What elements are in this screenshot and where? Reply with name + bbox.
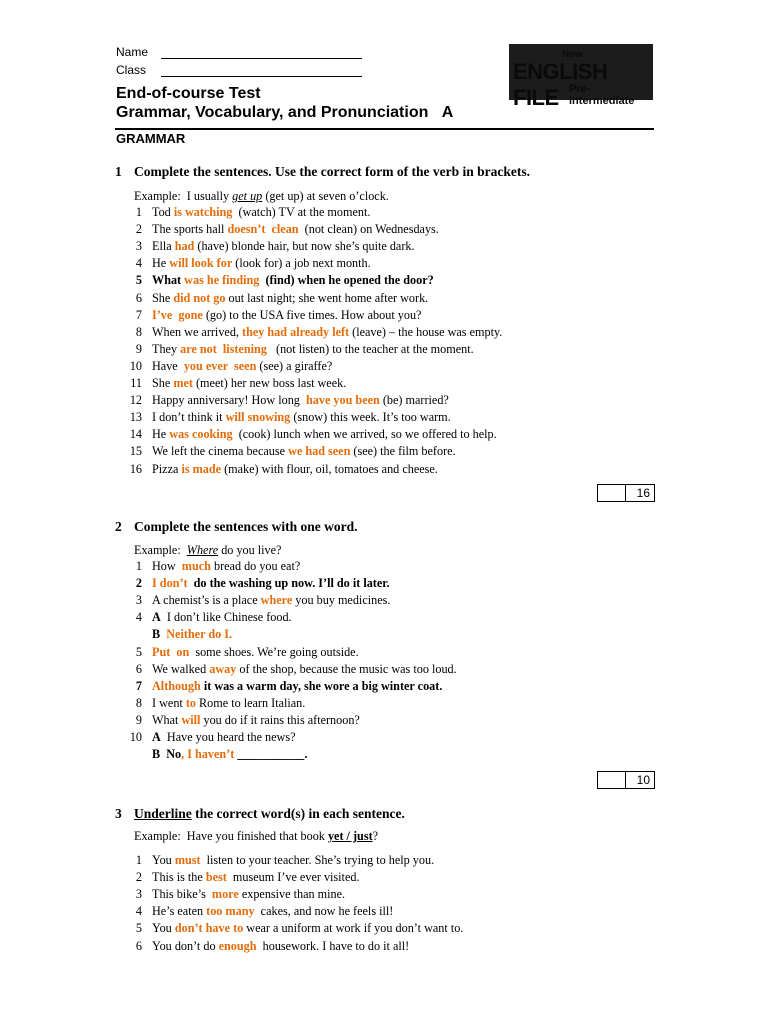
q2-score-box <box>597 771 655 789</box>
sentence-text: do the washing up now. I’ll do it later. <box>187 576 390 591</box>
answer-text: met <box>173 376 193 390</box>
q1-score-total: 16 <box>636 486 650 500</box>
answer-text: we had seen <box>288 444 351 459</box>
sentence-text: you buy medicines. <box>292 593 391 608</box>
sentence-text: The sports hall <box>152 222 228 237</box>
sentence-text: Happy anniversary! How long <box>152 393 306 408</box>
sentence-text: He <box>152 427 170 442</box>
item-number: 3 <box>135 593 142 608</box>
item-number: 8 <box>135 324 142 339</box>
item-sentence <box>152 359 332 374</box>
sentence-text: (meet) her new boss last week. <box>192 376 347 390</box>
sentence-text: wear a uniform at work if you don’t want to. <box>243 921 464 936</box>
item-number: 16 <box>129 461 142 476</box>
answer-text: did not go <box>173 290 226 305</box>
sentence-text: (see) the film before. <box>350 444 456 459</box>
q2-instruction: Complete the sentences with one word. <box>134 519 358 534</box>
item-number: 3 <box>135 239 142 254</box>
example-prefix: Example: <box>134 829 181 843</box>
english-file-logo <box>509 44 653 110</box>
answer-text: don’t have to <box>174 921 244 936</box>
item-sentence <box>152 747 307 762</box>
item-sentence <box>152 713 360 728</box>
item-number: 7 <box>135 678 142 693</box>
subtitle-text: Grammar, Vocabulary, and Pronunciation <box>116 104 429 121</box>
answer-text: is made <box>181 461 222 476</box>
item-sentence <box>152 222 439 237</box>
item-number: 10 <box>129 730 142 744</box>
item-number: 5 <box>135 644 142 659</box>
answer-text: Put on <box>152 644 190 659</box>
sentence-text: you do if it rains this afternoon? <box>200 712 360 727</box>
item-sentence <box>152 308 421 323</box>
sentence-text: She <box>152 376 174 390</box>
sentence-text: You <box>152 853 175 867</box>
test-subtitle <box>116 104 453 122</box>
item-sentence <box>152 593 390 608</box>
example-text: ? <box>372 829 379 843</box>
item-number: 5 <box>135 273 142 288</box>
answer-text: I don’t <box>152 576 188 591</box>
example-prefix: Example: <box>134 189 181 203</box>
answer-text: , I haven’t <box>181 747 235 762</box>
item-sentence <box>152 205 370 220</box>
item-sentence <box>152 610 292 625</box>
item-sentence <box>152 904 393 919</box>
item-sentence <box>152 462 438 477</box>
q2-number: 2 <box>115 519 122 534</box>
answer-text: have you been <box>306 393 380 408</box>
item-sentence <box>152 921 463 936</box>
sentence-text: Tod <box>152 205 174 219</box>
item-number: 1 <box>135 205 142 219</box>
test-title: End-of-course Test <box>116 85 261 102</box>
item-number: 3 <box>135 887 142 902</box>
title-rule <box>115 128 654 130</box>
item-number: 2 <box>135 870 142 885</box>
item-number: 1 <box>135 559 142 573</box>
item-sentence <box>152 325 502 340</box>
sentence-text: (make) with flour, oil, tomatoes and cheese. <box>221 461 438 476</box>
item-sentence <box>152 376 346 391</box>
sentence-text: (leave) – the house was empty. <box>349 324 503 339</box>
score-divider <box>625 485 626 501</box>
item-number: 4 <box>135 256 142 271</box>
q3-instruction-underline: Underline <box>134 806 192 821</box>
item-sentence <box>152 662 457 677</box>
sentence-text: When we arrived, <box>152 324 243 339</box>
sentence-text: listen to your teacher. She’s trying to help you. <box>200 853 435 867</box>
item-number: 13 <box>129 410 142 425</box>
example-prefix: Example: <box>134 543 181 557</box>
sentence-text: (have) blonde hair, but now she’s quite dark. <box>194 239 415 254</box>
q1-instruction: Complete the sentences. Use the correct form of the verb in brackets. <box>134 164 531 179</box>
sentence-text: (not clean) on Wednesdays. <box>298 222 439 237</box>
sentence-text: out last night; she went home after work. <box>225 290 429 305</box>
answer-text: they had already left <box>242 324 350 339</box>
answer-text: best <box>205 870 227 885</box>
item-number: 9 <box>135 712 142 727</box>
logo-line-new: New <box>562 49 583 60</box>
item-sentence <box>152 427 497 442</box>
answer-text: will look for <box>169 256 233 271</box>
item-number: 4 <box>135 904 142 919</box>
answer-text: was cooking <box>169 427 233 442</box>
sentence-text: What <box>152 712 182 727</box>
sentence-text: What <box>152 273 185 288</box>
sentence-text: Pizza <box>152 461 182 476</box>
sentence-text: museum I’ve ever visited. <box>226 870 360 885</box>
q3-instruction-text: the correct word(s) in each sentence. <box>191 806 405 821</box>
item-number: 1 <box>135 853 142 867</box>
speaker-label: A <box>152 730 161 744</box>
q3-example <box>134 829 378 844</box>
item-number: 6 <box>135 661 142 676</box>
item-sentence <box>152 576 390 591</box>
example-answer: get up <box>232 189 263 203</box>
item-sentence <box>152 853 434 868</box>
item-number: 8 <box>135 695 142 710</box>
sentence-text: (find) when he opened the door? <box>259 273 434 288</box>
item-sentence <box>152 239 415 254</box>
item-number: 6 <box>135 290 142 305</box>
q2-score-total: 10 <box>636 773 650 787</box>
speaker-label: A <box>152 610 161 625</box>
logo-line-level: Pre-intermediate <box>569 83 635 107</box>
item-sentence <box>152 939 409 954</box>
name-label: Name <box>116 45 149 59</box>
logo-line-english-file: ENGLISH FILE <box>513 59 608 110</box>
sentence-text: I went <box>152 695 186 710</box>
name-blank-line[interactable] <box>161 47 362 59</box>
speaker-label: B <box>152 747 161 762</box>
answer-text: is watching <box>173 205 233 219</box>
item-sentence <box>152 291 428 306</box>
item-number: 6 <box>135 938 142 953</box>
q1-number: 1 <box>115 164 122 179</box>
sentence-text: We walked <box>152 661 210 676</box>
sentence-text: I don’t think it <box>152 410 226 425</box>
sentence-text: We left the cinema because <box>152 444 289 459</box>
sentence-text: cakes, and now he feels ill! <box>254 904 394 919</box>
sentence-text: (look for) a job next month. <box>232 256 371 271</box>
sentence-text: (be) married? <box>379 393 449 408</box>
item-sentence <box>152 410 451 425</box>
sentence-text: some shoes. We’re going outside. <box>189 644 359 659</box>
item-sentence <box>152 559 300 574</box>
q1-score-box <box>597 484 655 502</box>
item-sentence <box>152 679 442 694</box>
sentence-text: Ella <box>152 239 175 254</box>
answer-text: you ever seen <box>183 358 257 373</box>
sentence-text: This is the <box>152 870 206 885</box>
item-number: 7 <box>135 307 142 322</box>
answer-text: too many <box>206 904 255 919</box>
example-answer: yet / just <box>327 829 373 843</box>
example-text: (get up) at seven o’clock. <box>262 189 389 203</box>
example-text: do you live? <box>218 543 282 557</box>
item-sentence <box>152 342 474 357</box>
sentence-text: (not listen) to the teacher at the moment. <box>266 341 474 356</box>
answer-text: where <box>260 593 293 608</box>
item-sentence <box>152 870 360 885</box>
sentence-text: She <box>152 290 174 305</box>
answer-text: much <box>181 559 211 573</box>
item-number: 11 <box>130 376 142 390</box>
sentence-text: Have <box>152 358 184 373</box>
answer-text: are not listening <box>180 341 267 356</box>
sentence-text: housework. I have to do it all! <box>256 938 410 953</box>
answer-text: doesn’t clean <box>227 222 299 237</box>
sentence-text: (watch) TV at the moment. <box>232 205 371 219</box>
item-sentence <box>152 696 305 711</box>
answer-text: was he finding <box>184 273 260 288</box>
q3-number: 3 <box>115 806 122 821</box>
item-sentence <box>152 393 449 408</box>
score-divider <box>625 772 626 788</box>
q3-instruction <box>134 806 405 822</box>
answer-text: to <box>185 695 196 710</box>
answer-text: must <box>174 853 201 867</box>
answer-text: away <box>209 661 237 676</box>
example-text: Have you finished that book <box>186 829 328 843</box>
answer-text: Neither do I. <box>166 627 233 642</box>
sentence-text: He <box>152 256 170 271</box>
item-sentence <box>152 627 232 642</box>
item-sentence <box>152 273 434 288</box>
item-number: 14 <box>129 427 142 442</box>
example-answer: Where <box>186 543 219 557</box>
sentence-text: I don’t like Chinese food. <box>160 610 292 625</box>
item-number: 2 <box>135 222 142 237</box>
sentence-text: (go) to the USA five times. How about you? <box>202 307 422 322</box>
answer-text: will <box>181 712 201 727</box>
item-sentence <box>152 645 359 660</box>
class-blank-line[interactable] <box>161 65 362 77</box>
item-number: 12 <box>129 393 142 408</box>
item-number: 9 <box>135 341 142 356</box>
item-number: 10 <box>129 358 142 373</box>
sentence-text: You don’t do <box>152 938 219 953</box>
sentence-text: He’s eaten <box>152 904 207 919</box>
class-label: Class <box>116 63 147 77</box>
sentence-text: bread do you eat? <box>210 559 301 573</box>
sentence-text: Rome to learn Italian. <box>196 695 306 710</box>
answer-text: I’ve gone <box>152 307 203 322</box>
q2-example <box>134 543 281 558</box>
sentence-text: expensive than mine. <box>238 887 346 902</box>
sentence-text: They <box>152 341 181 356</box>
speaker-label: B <box>152 627 161 642</box>
section-heading: GRAMMAR <box>116 131 186 146</box>
sentence-text: (cook) lunch when we arrived, so we offered to help. <box>232 427 497 442</box>
sentence-text: You <box>152 921 175 936</box>
item-number: 4 <box>135 610 142 625</box>
item-sentence <box>152 444 456 459</box>
sentence-text: (snow) this week. It’s too warm. <box>290 410 451 425</box>
sentence-text: This bike’s <box>152 887 212 902</box>
answer-text: more <box>211 887 239 902</box>
sentence-text: How <box>152 559 182 573</box>
answer-text: Although <box>152 678 201 693</box>
sentence-text: of the shop, because the music was too loud. <box>236 661 457 676</box>
item-sentence <box>152 730 296 745</box>
item-sentence <box>152 887 345 902</box>
q1-example <box>134 189 389 204</box>
test-version: A <box>441 104 454 121</box>
item-number: 15 <box>129 444 142 459</box>
item-sentence <box>152 256 371 271</box>
sentence-text: A chemist’s is a place <box>152 593 261 608</box>
answer-text: had <box>174 239 195 254</box>
item-number: 5 <box>135 921 142 936</box>
answer-text: will snowing <box>225 410 291 425</box>
example-text: I usually <box>186 189 233 203</box>
sentence-text: ___________. <box>234 747 308 762</box>
sentence-text: it was a warm day, she wore a big winter coat. <box>200 678 443 693</box>
sentence-text: Have you heard the news? <box>160 730 296 744</box>
item-number: 2 <box>135 576 142 591</box>
sentence-text: No <box>160 747 182 762</box>
answer-text: enough <box>218 938 257 953</box>
sentence-text: (see) a giraffe? <box>256 358 333 373</box>
